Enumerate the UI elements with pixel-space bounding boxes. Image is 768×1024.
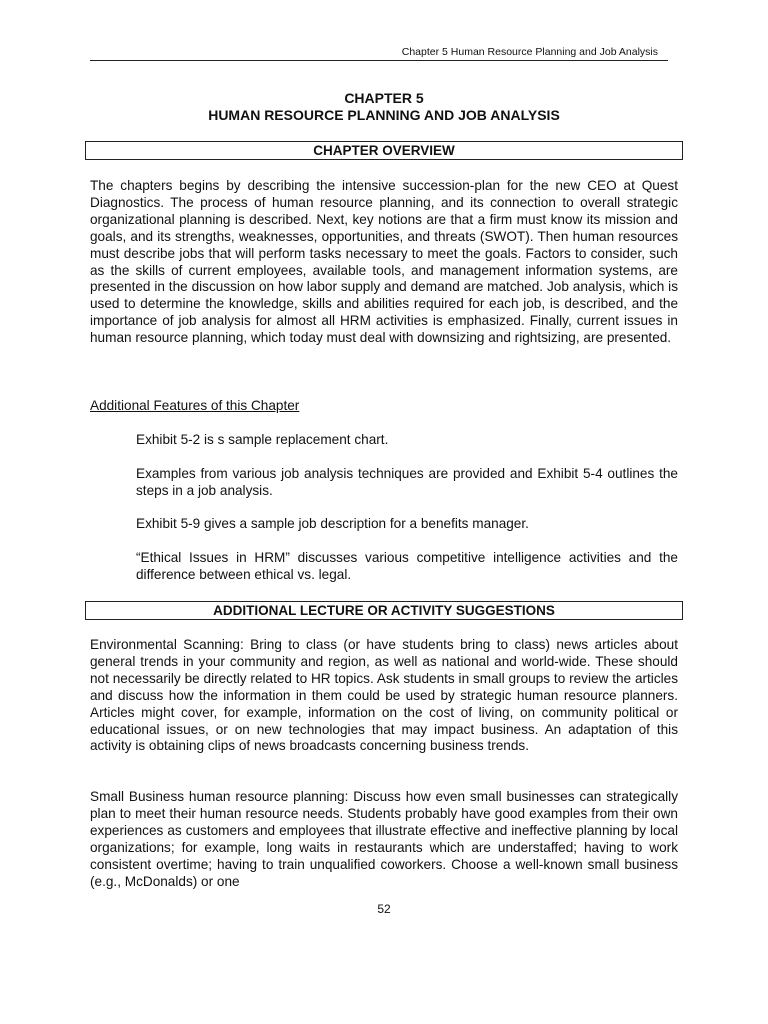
feature-item-2: Examples from various job analysis techniques are provided and Exhibit 5-4 outlines the steps in a job analysis. xyxy=(136,466,678,498)
suggestion-paragraph-small-business: Small Business human resource planning: Discuss how even small businesses can strategically plan to meet their human resource needs. Students probably have good examples from their own experiences as customers and employees that illustrate effective and ineffective planning by local organizations; for example, long waits in restaurants which are understaffed; having to work consistent overtime; having to train unqualified coworkers. Choose a well-known small business (e.g., McDonalds) or one xyxy=(90,789,678,889)
page-number: 52 xyxy=(377,902,391,916)
overview-heading: CHAPTER OVERVIEW xyxy=(85,141,683,160)
running-header: Chapter 5 Human Resource Planning and Job Analysis xyxy=(90,44,668,61)
suggestions-heading: ADDITIONAL LECTURE OR ACTIVITY SUGGESTIONS xyxy=(85,601,683,620)
chapter-number: CHAPTER 5 xyxy=(344,90,424,106)
chapter-title xyxy=(90,90,678,124)
feature-item-1: Exhibit 5-2 is s sample replacement chart. xyxy=(136,432,389,447)
overview-paragraph: The chapters begins by describing the intensive succession-plan for the new CEO at Quest Diagnostics. The process of human resource planning, and its connection to overall strategic organizational planning is described. Next, key notions are that a firm must know its mission and goals, and its strengths, weaknesses, opportunities, and threats (SWOT). Then human resources must describe jobs that will perform tasks necessary to meet the goals. Factors to consider, such as the skills of current employees, available tools, and management information systems, are presented in the discussion on how labor supply and demand are matched. Job analysis, which is used to determine the knowledge, skills and abilities required for each job, is described, and the importance of job analysis for almost all HRM activities is emphasized. Finally, current issues in human resource planning, which today must deal with downsizing and rightsizing, are presented. xyxy=(90,178,678,346)
feature-item-3: Exhibit 5-9 gives a sample job description for a benefits manager. xyxy=(136,516,529,531)
chapter-name: HUMAN RESOURCE PLANNING AND JOB ANALYSIS xyxy=(208,107,560,123)
feature-item-4: “Ethical Issues in HRM” discusses various competitive intelligence activities and the difference between ethical vs. legal. xyxy=(136,550,678,582)
suggestion-paragraph-environmental-scanning: Environmental Scanning: Bring to class (or have students bring to class) news articles about general trends in your community and region, as well as national and world-wide. These should not necessarily be directly related to HR topics. Ask students in small groups to review the articles and discuss how the information in them could be used by strategic human resource planners. Articles might cover, for example, information on the cost of living, on community political or educational issues, or on new technologies that may impact business. An adaptation of this activity is obtaining clips of news broadcasts concerning business trends. xyxy=(90,637,678,754)
features-heading: Additional Features of this Chapter xyxy=(90,398,300,413)
